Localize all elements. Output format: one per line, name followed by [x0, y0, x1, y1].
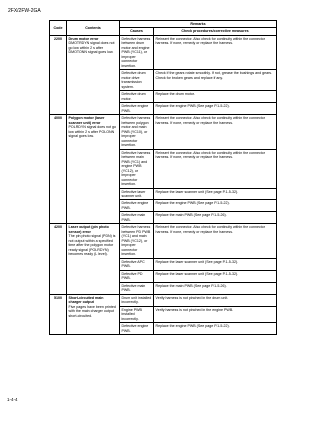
error-title: Short-circuited main charger output	[68, 295, 104, 305]
error-code: 4200	[50, 224, 67, 294]
error-contents	[67, 35, 120, 114]
cause-cell: Defective harness between polygon motor and main PWB (YC10), or improper connector insertion.	[120, 115, 154, 149]
check-procedure-cell: Replace the engine PWB (See page P.1-5-22).	[154, 103, 277, 115]
check-procedure-cell: Reinsert the connector. Also check for continuity within the connector harness. If none, remedy or replace the harness.	[154, 224, 277, 258]
cause-cell: Defective laser scanner unit.	[120, 188, 154, 200]
error-contents	[67, 115, 120, 224]
check-procedure-cell: Replace the laser scanner unit (See page P.1-5-32).	[154, 270, 277, 282]
check-procedure-cell: Replace the main PWB (See page P.1-5-26).	[154, 212, 277, 224]
cause-cell: Defective main PWB.	[120, 212, 154, 224]
error-description: Five pages have been printed with the main charger output short-circuited.	[68, 304, 116, 318]
cause-cell: Defective drum motor.	[120, 91, 154, 103]
error-code: 5100	[50, 294, 67, 334]
table-row	[50, 35, 277, 69]
error-code-table	[49, 20, 277, 335]
error-title: Polygon motor (laser scanner unit) error	[68, 116, 105, 125]
header-remarks: Remarks	[120, 21, 277, 28]
check-procedure-cell: Replace the laser scanner unit (See page P.1-5-32).	[154, 188, 277, 200]
header-contents: Contents	[67, 21, 120, 36]
header-check-procedures: Check procedures/corrective measures	[154, 28, 277, 35]
check-procedure-cell: Replace the laser scanner unit (See page P.1-5-32).	[154, 258, 277, 270]
table-row	[50, 294, 277, 306]
cause-cell: Defective main PWB.	[120, 282, 154, 294]
cause-cell: Defective harness between drum motor and engine PWB (YC11), or improper connector insertion.	[120, 35, 154, 69]
cause-cell: Defective PD PWB.	[120, 270, 154, 282]
check-procedure-cell: Replace the engine PWB (See page P.1-5-22).	[154, 200, 277, 212]
check-procedure-cell: Reinsert the connector. Also check for continuity within the connector harness. If none, remedy or replace the harness.	[154, 115, 277, 149]
error-table-body	[50, 35, 277, 334]
document-id: 2FX/2FW-2GA	[8, 8, 41, 14]
error-contents	[67, 294, 120, 334]
check-procedure-cell: Replace the main PWB (See page P.1-5-26).	[154, 282, 277, 294]
header-code: Code	[50, 21, 67, 36]
page-number: 1-4-4	[7, 397, 18, 402]
check-procedure-cell: Verify harness is not pinched in the drum unit.	[154, 294, 277, 306]
check-procedure-cell: Replace the engine PWB (See page P.1-5-22).	[154, 323, 277, 335]
error-description: DMOTRDYN signal does not go low within 2 s after DMOTONN signal goes low.	[68, 41, 115, 55]
table-row	[50, 115, 277, 149]
cause-cell: Defective harness between main PWB (YC1) and engine PWB (YC12), or improper connector insertion.	[120, 149, 154, 188]
cause-cell: Drum unit installed incorrectly.	[120, 294, 154, 306]
cause-cell: Defective APC PWB.	[120, 258, 154, 270]
error-code: 2200	[50, 35, 67, 114]
cause-cell: Defective engine PWB.	[120, 103, 154, 115]
cause-cell: Defective engine PWB.	[120, 323, 154, 335]
table-row	[50, 224, 277, 258]
cause-cell: Defective engine PWB.	[120, 200, 154, 212]
cause-cell: Defective drum motor drive transmission system.	[120, 70, 154, 91]
cause-cell: Defective harness between PD PWB (YC1) and main PWB (YC12), or improper connector insertion.	[120, 224, 154, 258]
check-procedure-cell: Reinsert the connector. Also check for continuity within the connector harness. If none, remedy or replace the harness.	[154, 35, 277, 69]
check-procedure-cell: Check if the gears rotate smoothly. If not, grease the bushings and gears. Check for broken gears and replace if any.	[154, 70, 277, 91]
error-title: Laser output (pin photo sensor) error	[68, 225, 109, 234]
check-procedure-cell: Verify harness is not pinched in the engine PWB.	[154, 306, 277, 322]
check-procedure-cell: Replace the drum motor.	[154, 91, 277, 103]
check-procedure-cell: Reinsert the connector. Also check for continuity within the connector harness. If none, remedy or replace the harness.	[154, 149, 277, 188]
error-contents	[67, 224, 120, 294]
error-description: POLRDYN signal does not go low within 2 s after POLONN signal goes low.	[68, 125, 117, 139]
error-code: 4000	[50, 115, 67, 224]
header-causes: Causes	[120, 28, 154, 35]
cause-cell: Engine PWB installed incorrectly.	[120, 306, 154, 322]
error-title: Drum motor error	[68, 36, 99, 41]
error-description: The pin photo signal (PDN) is not output within a specified time after the polygon motor ready signal (POLRDYN) becomes ready (L level).	[68, 234, 116, 257]
